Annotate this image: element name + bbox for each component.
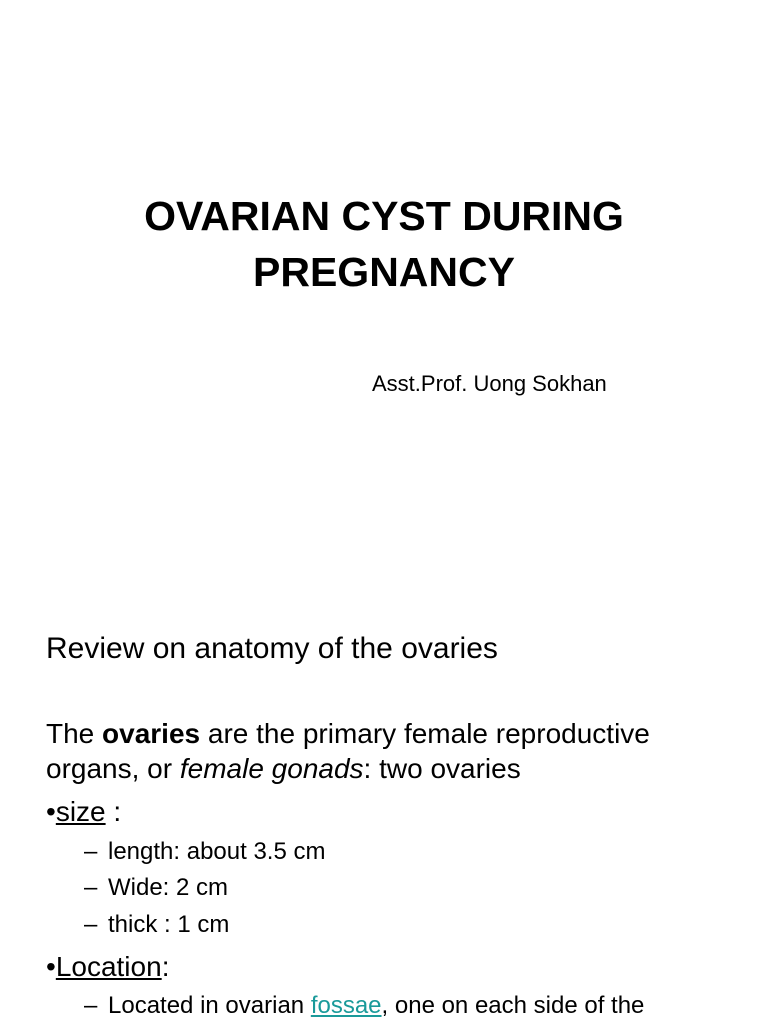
size-item-text: Wide: 2 cm bbox=[108, 874, 229, 901]
size-item-wide bbox=[84, 873, 228, 903]
slide-heading: Review on anatomy of the ovaries bbox=[46, 632, 498, 665]
size-item-thick bbox=[84, 910, 229, 940]
size-suffix: : bbox=[105, 796, 122, 827]
dash-marker: – bbox=[84, 874, 98, 901]
author-name: Asst.Prof. Uong Sokhan bbox=[372, 371, 607, 396]
intro-suffix: : two ovaries bbox=[363, 753, 521, 784]
anatomy-slide bbox=[0, 576, 768, 1024]
intro-middle: are the primary female reproductive organs, or bbox=[46, 718, 650, 784]
location-label: Location bbox=[55, 951, 162, 982]
bullet-size bbox=[46, 795, 121, 829]
dash-marker: – bbox=[84, 911, 98, 938]
title-line-1: OVARIAN CYST DURING bbox=[144, 193, 624, 239]
size-item-text: thick : 1 cm bbox=[108, 911, 230, 938]
size-item-length bbox=[84, 837, 325, 867]
dash-marker: – bbox=[84, 838, 98, 865]
intro-italic-term: female gonads bbox=[179, 753, 364, 784]
bullet-marker: • bbox=[46, 951, 56, 982]
intro-bold-term: ovaries bbox=[102, 718, 201, 749]
intro-paragraph bbox=[46, 716, 746, 786]
bullet-marker: • bbox=[46, 796, 56, 827]
location-suffix: : bbox=[161, 951, 170, 982]
fossae-link[interactable]: fossae bbox=[310, 992, 382, 1019]
size-label: size bbox=[55, 796, 106, 827]
size-item-text: length: about 3.5 cm bbox=[108, 838, 326, 865]
slide-title bbox=[0, 188, 768, 300]
dash-marker: – bbox=[84, 992, 98, 1019]
intro-prefix: The bbox=[46, 718, 103, 749]
location-item-suffix: , one on each side of the bbox=[381, 992, 645, 1019]
bullet-location bbox=[46, 950, 169, 984]
location-item bbox=[84, 991, 644, 1021]
location-item-prefix: Located in ovarian bbox=[108, 992, 311, 1019]
title-line-2: PREGNANCY bbox=[253, 249, 515, 295]
